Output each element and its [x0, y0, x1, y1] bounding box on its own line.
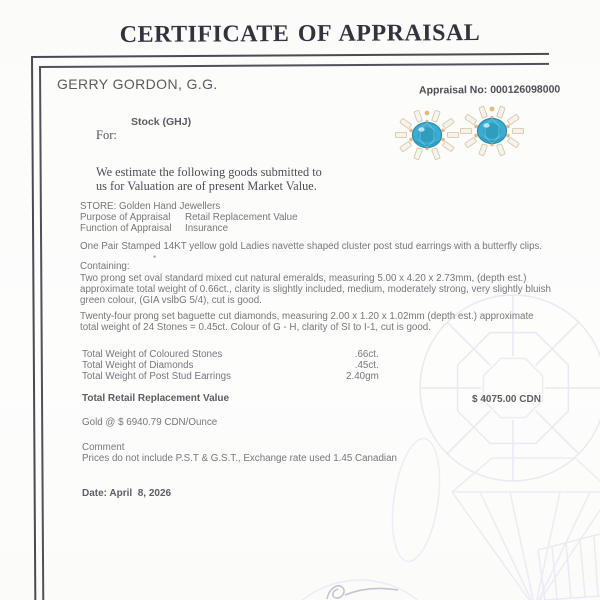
diamond-line: total weight of 24 Stones = 0.45ct. Colour of G - H, clarity of SI to I-1, cut is good.: [80, 322, 431, 333]
total-replacement-label: Total Retail Replacement Value: [82, 393, 230, 404]
appraiser-name: GERRY GORDON, G.G.: [57, 76, 218, 92]
weight-label: Total Weight of Post Stud Earrings: [82, 371, 232, 383]
purpose-label: Purpose of Appraisal: [80, 212, 171, 223]
for-label: For:: [96, 128, 117, 142]
gold-rate-line: Gold @ $ 6940.79 CDN/Ounce: [82, 417, 218, 428]
total-replacement-amount: $ 4075.00 CDN: [472, 394, 541, 405]
emerald-line: approximate total weight of 0.66ct., clarity is slightly included, medium, moderately strong, very slightly bluish: [80, 284, 552, 295]
item-description: One Pair Stamped 14KT yellow gold Ladies navette shaped cluster post stud earrings with a butterfly clips.: [80, 241, 543, 252]
certificate-title: CERTIFICATE OF APPRAISAL: [119, 20, 481, 48]
store-line: STORE: Golden Hand Jewellers: [80, 201, 221, 212]
weight-label: Total Weight of Diamonds: [82, 360, 194, 372]
estimate-line: us for Valuation are of present Market Value.: [96, 178, 317, 193]
footnote-asterisk: *: [153, 254, 157, 263]
weight-label: Total Weight of Coloured Stones: [82, 349, 223, 360]
emerald-line: Two prong set oval standard mixed cut natural emeralds, measuring 5.00 x 4.20 x 2.73mm, (depth est.): [80, 273, 527, 284]
stock-label: Stock (GHJ): [131, 116, 192, 128]
comment-text: Prices do not include P.S.T & G.S.T., Exchange rate used 1.45 Canadian: [82, 453, 397, 464]
emerald-line: green colour, (GIA vslbG 5/4), cut is good.: [80, 295, 262, 306]
function-value: Insurance: [185, 223, 229, 234]
appraisal-number: Appraisal No: 000126098000: [418, 83, 561, 97]
date-line: Date: April 8, 2026: [82, 488, 172, 499]
weight-value: .66ct.: [354, 349, 379, 360]
comment-label: Comment: [82, 442, 125, 453]
weight-value: 2.40gm: [346, 371, 379, 383]
weight-value: .45ct.: [354, 360, 379, 372]
diamond-line: Twenty-four prong set baguette cut diamonds, measuring 2.00 x 1.20 x 1.02mm (depth est.) approximate: [80, 311, 534, 322]
estimate-line: We estimate the following goods submitted to: [96, 165, 322, 179]
containing-label: Containing:: [80, 261, 130, 272]
function-label: Function of Appraisal: [80, 223, 172, 234]
purpose-value: Retail Replacement Value: [185, 212, 298, 223]
